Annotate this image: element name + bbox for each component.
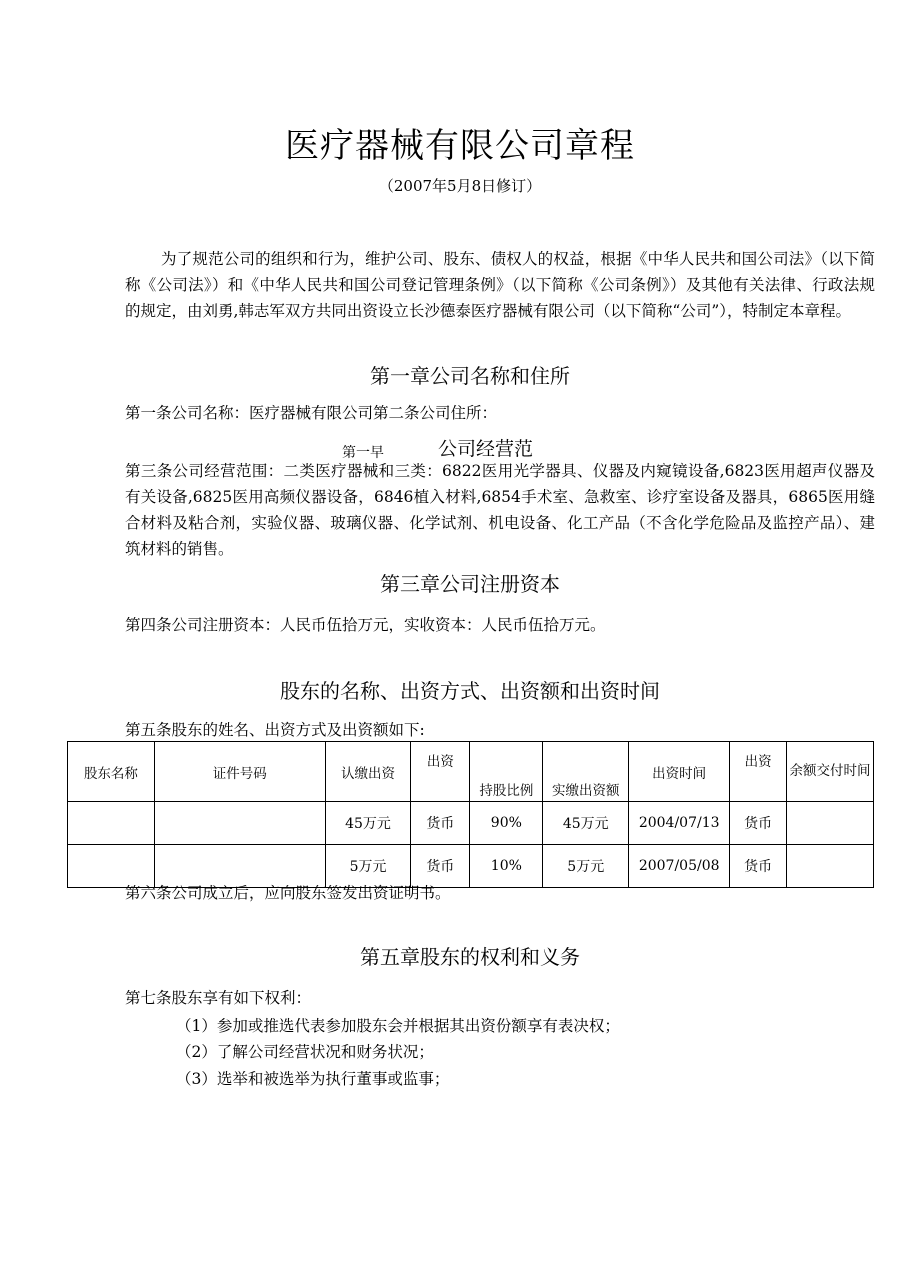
article-4: 第四条公司注册资本：人民币伍拾万元，实收资本：人民币伍拾万元。 xyxy=(125,616,606,634)
header-contribution-time: 出资时间 xyxy=(629,742,730,802)
article-6: 第六条公司成立后，应向股东签发出资证明书。 xyxy=(125,884,451,902)
cell-balance xyxy=(787,802,874,845)
header-shareholder-name: 股东名称 xyxy=(68,742,155,802)
cell-subscribed: 5万元 xyxy=(325,845,411,888)
header-contribution-method: 出资 xyxy=(411,742,470,802)
intro-paragraph: 为了规范公司的组织和行为，维护公司、股东、债权人的权益，根据《中华人民共和国公司法》（以下简称《公司法》）和《中华人民共和国公司登记管理条例》（以下简称《公司条例》）及其他有关法律、行政法规的规定，由刘勇,韩志军双方共同出资设立长沙德泰医疗器械有限公司（以下简称“公司”），特制定本章程。 xyxy=(125,250,875,320)
chapter4-heading: 股东的名称、出资方式、出资额和出资时间 xyxy=(280,679,660,703)
cell-subscribed: 45万元 xyxy=(325,802,411,845)
article-7: 第七条股东享有如下权利： xyxy=(125,989,312,1007)
chapter2-heading: 公司经营范 xyxy=(438,438,534,460)
cell-name xyxy=(68,802,155,845)
cell-id xyxy=(154,802,325,845)
header-paid-capital: 实缴出资额 xyxy=(543,742,629,802)
header-contribution-method-2: 出资 xyxy=(730,742,787,802)
header-balance-time: 余额交付时间 xyxy=(787,742,874,802)
cell-ratio: 90% xyxy=(470,802,543,845)
table-row xyxy=(68,802,874,845)
shareholder-table xyxy=(67,741,874,888)
cell-method: 货币 xyxy=(411,802,470,845)
article-1-2: 第一条公司名称：医疗器械有限公司第二条公司住所： xyxy=(125,404,498,422)
cell-method: 货币 xyxy=(411,845,470,888)
cell-method-2: 货币 xyxy=(730,802,787,845)
table-header-row xyxy=(68,742,874,802)
list-item: （2）了解公司经营状况和财务状况； xyxy=(176,1043,434,1061)
document-title: 医疗器械有限公司章程 xyxy=(285,126,635,166)
cell-ratio: 10% xyxy=(470,845,543,888)
list-item: （3）选举和被选举为执行董事或监事； xyxy=(176,1070,450,1088)
cell-paid: 45万元 xyxy=(543,802,629,845)
list-item: （1）参加或推选代表参加股东会并根据其出资份额享有表决权； xyxy=(176,1017,620,1035)
chapter1-heading: 第一章公司名称和住所 xyxy=(370,364,570,388)
article-5: 第五条股东的姓名、出资方式及出资额如下: xyxy=(125,721,425,739)
cell-time: 2007/05/08 xyxy=(629,845,730,888)
header-subscribed-capital: 认缴出资 xyxy=(325,742,411,802)
cell-method-2: 货币 xyxy=(730,845,787,888)
chapter3-heading: 第三章公司注册资本 xyxy=(380,572,560,596)
cell-time: 2004/07/13 xyxy=(629,802,730,845)
chapter5-heading: 第五章股东的权利和义务 xyxy=(360,945,580,969)
article-3: 第三条公司经营范围：二类医疗器械和三类：6822医用光学器具、仪器及内窥镜设备,6823医用超声仪器及有关设备,6825医用高频仪器设备，6846植入材料,6854手术室、急救室、诊疗室设备及器具，6865医用缝合材料及粘合剂，实验仪器、玻璃仪器、化学试剂、机电设备、化工产品（不含化学危险品及监控产品）、建筑材料的销售。 xyxy=(125,462,875,558)
chapter2-number: 第一早 xyxy=(342,445,384,461)
header-id-number: 证件号码 xyxy=(154,742,325,802)
header-shareholding-ratio: 持股比例 xyxy=(470,742,543,802)
revision-date: （2007年5月8日修订） xyxy=(378,177,542,195)
cell-paid: 5万元 xyxy=(543,845,629,888)
